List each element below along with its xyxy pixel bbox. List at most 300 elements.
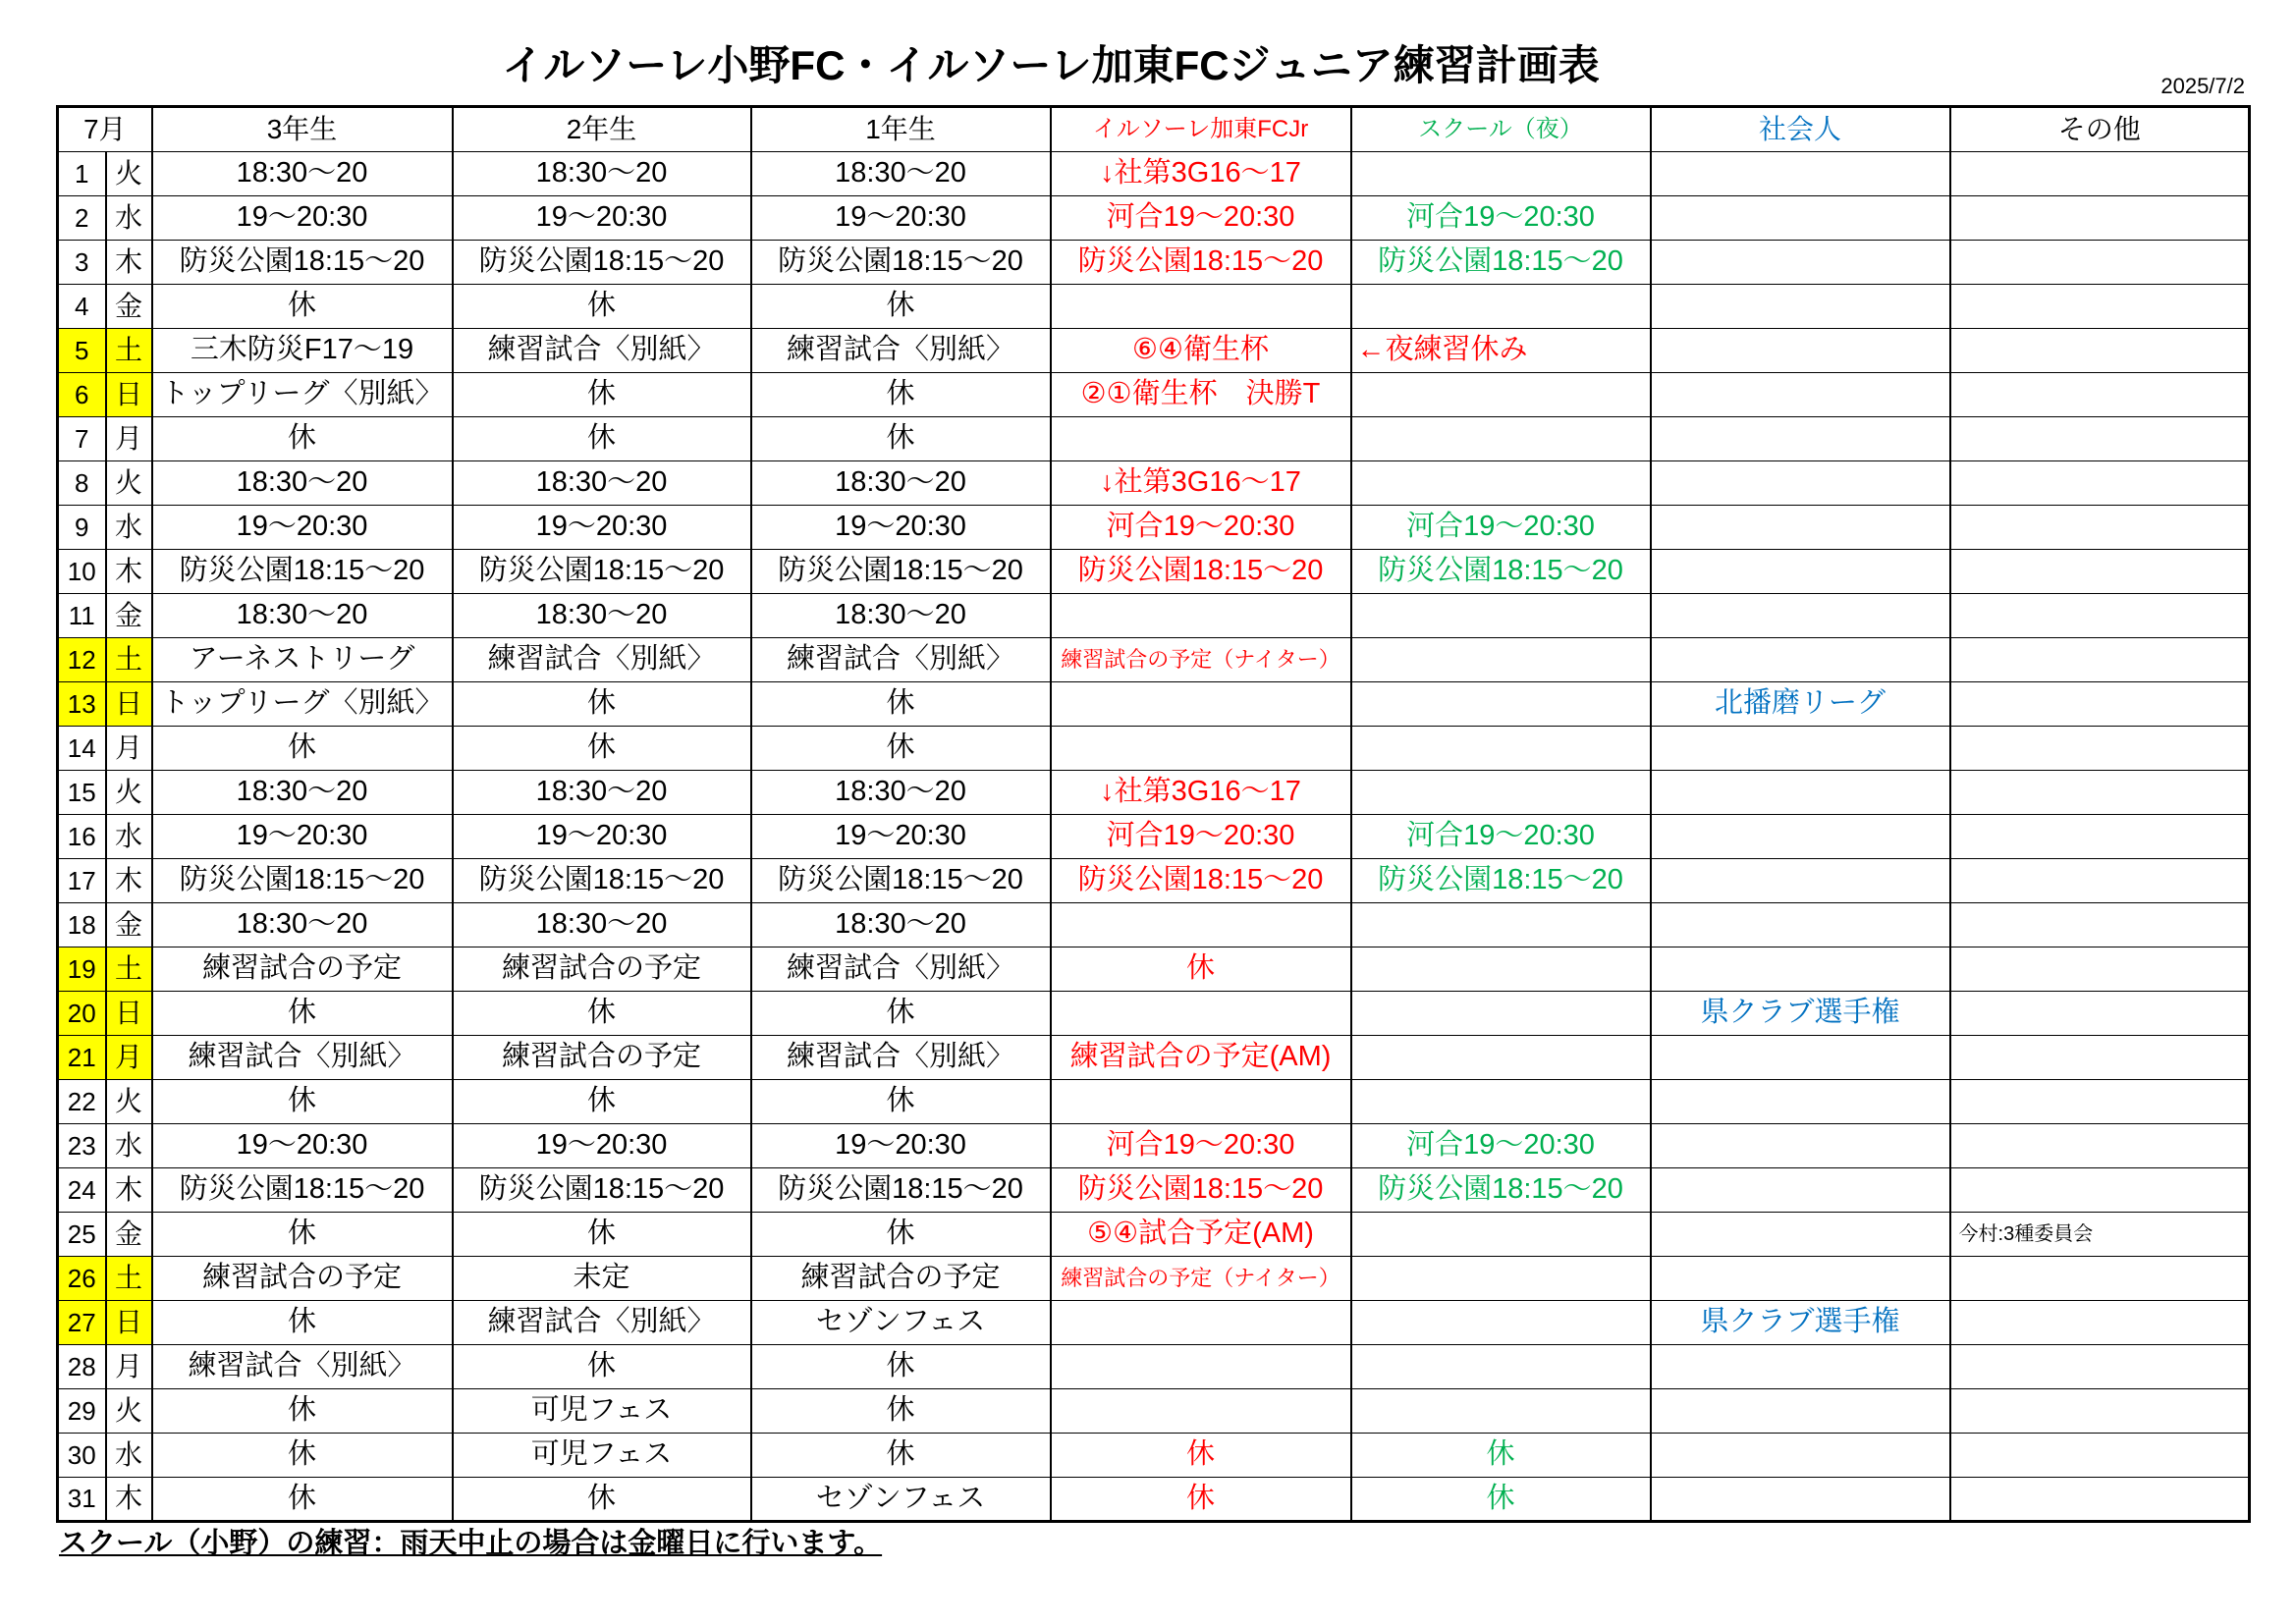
school-night-cell: 防災公園18:15～20 (1351, 550, 1651, 594)
other-cell (1950, 903, 2250, 947)
grade-3-cell: 練習試合〈別紙〉 (152, 1345, 453, 1389)
table-row (58, 947, 2250, 992)
grade-1-cell: 防災公園18:15～20 (751, 241, 1051, 285)
school-night-cell (1351, 638, 1651, 682)
grade-2-cell: 休 (453, 992, 751, 1036)
grade-3-cell: 19～20:30 (152, 196, 453, 241)
adult-cell: 県クラブ選手権 (1651, 1301, 1950, 1345)
grade-3-cell: 18:30～20 (152, 771, 453, 815)
other-cell (1950, 727, 2250, 771)
grade-3-cell: 休 (152, 1389, 453, 1434)
header-other: その他 (1950, 107, 2250, 152)
day-number-cell: 18 (58, 903, 106, 947)
grade-1-cell: 防災公園18:15～20 (751, 1168, 1051, 1213)
adult-cell (1651, 1213, 1950, 1257)
kato-fc-jr-cell: ⑤④試合予定(AM) (1051, 1213, 1351, 1257)
grade-1-cell: 18:30～20 (751, 594, 1051, 638)
grade-1-cell: 休 (751, 1080, 1051, 1124)
other-cell (1950, 682, 2250, 727)
schedule-body (58, 152, 2250, 1522)
other-cell (1950, 550, 2250, 594)
adult-cell (1651, 329, 1950, 373)
school-night-cell: 河合19～20:30 (1351, 506, 1651, 550)
grade-1-cell: 18:30～20 (751, 903, 1051, 947)
grade-1-cell: 休 (751, 417, 1051, 461)
grade-2-cell: 18:30～20 (453, 594, 751, 638)
grade-2-cell: 18:30～20 (453, 903, 751, 947)
grade-1-cell: 休 (751, 682, 1051, 727)
kato-fc-jr-cell (1051, 1080, 1351, 1124)
grade-2-cell: 休 (453, 682, 751, 727)
adult-cell (1651, 903, 1950, 947)
table-row (58, 550, 2250, 594)
weekday-cell: 水 (106, 815, 152, 859)
header-row (58, 107, 2250, 152)
day-number-cell: 6 (58, 373, 106, 417)
grade-3-cell: 18:30～20 (152, 594, 453, 638)
weekday-cell: 土 (106, 329, 152, 373)
grade-3-cell: 練習試合〈別紙〉 (152, 1036, 453, 1080)
adult-cell (1651, 594, 1950, 638)
table-row (58, 241, 2250, 285)
grade-3-cell: 休 (152, 1301, 453, 1345)
grade-2-cell: 休 (453, 1345, 751, 1389)
school-night-cell (1351, 1080, 1651, 1124)
day-number-cell: 31 (58, 1478, 106, 1522)
weekday-cell: 金 (106, 594, 152, 638)
table-row (58, 285, 2250, 329)
kato-fc-jr-cell: ↓社第3G16～17 (1051, 771, 1351, 815)
grade-1-cell: 防災公園18:15～20 (751, 859, 1051, 903)
weekday-cell: 水 (106, 1124, 152, 1168)
weekday-cell: 金 (106, 903, 152, 947)
weekday-cell: 木 (106, 1478, 152, 1522)
grade-2-cell: 18:30～20 (453, 152, 751, 196)
school-night-cell (1351, 285, 1651, 329)
table-row (58, 1345, 2250, 1389)
grade-1-cell: 18:30～20 (751, 152, 1051, 196)
other-cell (1950, 1257, 2250, 1301)
grade-2-cell: 防災公園18:15～20 (453, 550, 751, 594)
grade-3-cell: アーネストリーグ (152, 638, 453, 682)
grade-3-cell: 防災公園18:15～20 (152, 859, 453, 903)
grade-2-cell: 19～20:30 (453, 196, 751, 241)
grade-3-cell: 防災公園18:15～20 (152, 241, 453, 285)
header-grade-3: 3年生 (152, 107, 453, 152)
grade-1-cell: セゾンフェス (751, 1478, 1051, 1522)
grade-1-cell: 練習試合〈別紙〉 (751, 1036, 1051, 1080)
weekday-cell: 日 (106, 992, 152, 1036)
adult-cell (1651, 1257, 1950, 1301)
grade-1-cell: 練習試合の予定 (751, 1257, 1051, 1301)
school-night-cell: 休 (1351, 1434, 1651, 1478)
table-row (58, 638, 2250, 682)
grade-2-cell: 19～20:30 (453, 506, 751, 550)
table-row (58, 1301, 2250, 1345)
day-number-cell: 2 (58, 196, 106, 241)
issue-date: 2025/7/2 (2160, 74, 2245, 98)
other-cell (1950, 241, 2250, 285)
other-cell (1950, 1036, 2250, 1080)
day-number-cell: 20 (58, 992, 106, 1036)
school-night-cell: 休 (1351, 1478, 1651, 1522)
header-month: 7月 (58, 107, 152, 152)
weekday-cell: 水 (106, 506, 152, 550)
grade-3-cell: 19～20:30 (152, 1124, 453, 1168)
day-number-cell: 19 (58, 947, 106, 992)
adult-cell (1651, 461, 1950, 506)
grade-2-cell: 練習試合〈別紙〉 (453, 1301, 751, 1345)
grade-1-cell: 19～20:30 (751, 506, 1051, 550)
table-row (58, 771, 2250, 815)
day-number-cell: 8 (58, 461, 106, 506)
table-row (58, 682, 2250, 727)
day-number-cell: 27 (58, 1301, 106, 1345)
kato-fc-jr-cell: 防災公園18:15～20 (1051, 550, 1351, 594)
weekday-cell: 火 (106, 152, 152, 196)
kato-fc-jr-cell: 練習試合の予定（ナイター） (1051, 638, 1351, 682)
grade-1-cell: 休 (751, 285, 1051, 329)
kato-fc-jr-cell: ⑥④衛生杯 (1051, 329, 1351, 373)
grade-2-cell: 休 (453, 1478, 751, 1522)
day-number-cell: 5 (58, 329, 106, 373)
grade-3-cell: トップリーグ〈別紙〉 (152, 682, 453, 727)
day-number-cell: 26 (58, 1257, 106, 1301)
training-schedule-table (56, 105, 2251, 1523)
adult-cell (1651, 947, 1950, 992)
table-row (58, 594, 2250, 638)
grade-2-cell: 休 (453, 727, 751, 771)
day-number-cell: 30 (58, 1434, 106, 1478)
weekday-cell: 月 (106, 727, 152, 771)
grade-1-cell: 練習試合〈別紙〉 (751, 329, 1051, 373)
page-title: イルソーレ小野FC・イルソーレ加東FCジュニア練習計画表 (502, 42, 1600, 88)
grade-1-cell: 休 (751, 992, 1051, 1036)
kato-fc-jr-cell: 河合19～20:30 (1051, 196, 1351, 241)
adult-cell (1651, 241, 1950, 285)
school-night-cell (1351, 417, 1651, 461)
other-cell (1950, 815, 2250, 859)
grade-1-cell: 19～20:30 (751, 196, 1051, 241)
adult-cell (1651, 727, 1950, 771)
table-row (58, 727, 2250, 771)
table-row (58, 992, 2250, 1036)
other-cell (1950, 329, 2250, 373)
day-number-cell: 10 (58, 550, 106, 594)
adult-cell (1651, 1434, 1950, 1478)
adult-cell (1651, 1478, 1950, 1522)
table-row (58, 859, 2250, 903)
adult-cell (1651, 196, 1950, 241)
grade-2-cell: 可児フェス (453, 1389, 751, 1434)
day-number-cell: 16 (58, 815, 106, 859)
footer-note: スクール（小野）の練習：雨天中止の場合は金曜日に行います。 (59, 1528, 883, 1559)
school-night-cell: 防災公園18:15～20 (1351, 1168, 1651, 1213)
day-number-cell: 3 (58, 241, 106, 285)
other-cell (1950, 859, 2250, 903)
kato-fc-jr-cell (1051, 727, 1351, 771)
other-cell (1950, 992, 2250, 1036)
adult-cell (1651, 1345, 1950, 1389)
table-row (58, 1213, 2250, 1257)
grade-2-cell: 休 (453, 1213, 751, 1257)
day-number-cell: 13 (58, 682, 106, 727)
table-row (58, 373, 2250, 417)
other-cell (1950, 771, 2250, 815)
adult-cell: 北播磨リーグ (1651, 682, 1950, 727)
adult-cell (1651, 859, 1950, 903)
adult-cell (1651, 1080, 1950, 1124)
adult-cell (1651, 1036, 1950, 1080)
weekday-cell: 日 (106, 1301, 152, 1345)
school-night-cell (1351, 152, 1651, 196)
kato-fc-jr-cell: 練習試合の予定（ナイター） (1051, 1257, 1351, 1301)
adult-cell (1651, 152, 1950, 196)
grade-2-cell: 防災公園18:15～20 (453, 1168, 751, 1213)
other-cell (1950, 1478, 2250, 1522)
kato-fc-jr-cell (1051, 1345, 1351, 1389)
school-night-cell (1351, 903, 1651, 947)
weekday-cell: 火 (106, 461, 152, 506)
header-grade-2: 2年生 (453, 107, 751, 152)
school-night-cell (1351, 1389, 1651, 1434)
grade-1-cell: 休 (751, 1434, 1051, 1478)
grade-3-cell: 19～20:30 (152, 815, 453, 859)
other-cell (1950, 1389, 2250, 1434)
school-night-cell (1351, 1036, 1651, 1080)
weekday-cell: 月 (106, 1036, 152, 1080)
kato-fc-jr-cell: 練習試合の予定(AM) (1051, 1036, 1351, 1080)
kato-fc-jr-cell: 河合19～20:30 (1051, 506, 1351, 550)
grade-2-cell: 休 (453, 373, 751, 417)
grade-1-cell: 18:30～20 (751, 461, 1051, 506)
grade-2-cell: 防災公園18:15～20 (453, 241, 751, 285)
table-row (58, 1389, 2250, 1434)
weekday-cell: 木 (106, 550, 152, 594)
grade-2-cell: 19～20:30 (453, 815, 751, 859)
school-night-cell: 河合19～20:30 (1351, 196, 1651, 241)
table-row (58, 461, 2250, 506)
grade-2-cell: 可児フェス (453, 1434, 751, 1478)
kato-fc-jr-cell (1051, 417, 1351, 461)
grade-2-cell: 練習試合の予定 (453, 1036, 751, 1080)
school-night-cell (1351, 771, 1651, 815)
weekday-cell: 火 (106, 1080, 152, 1124)
day-number-cell: 9 (58, 506, 106, 550)
kato-fc-jr-cell: 防災公園18:15～20 (1051, 1168, 1351, 1213)
grade-1-cell: 練習試合〈別紙〉 (751, 638, 1051, 682)
day-number-cell: 15 (58, 771, 106, 815)
kato-fc-jr-cell: 休 (1051, 947, 1351, 992)
day-number-cell: 7 (58, 417, 106, 461)
grade-3-cell: 休 (152, 1434, 453, 1478)
weekday-cell: 月 (106, 417, 152, 461)
table-row (58, 1434, 2250, 1478)
grade-2-cell: 19～20:30 (453, 1124, 751, 1168)
other-cell (1950, 1345, 2250, 1389)
kato-fc-jr-cell (1051, 1301, 1351, 1345)
weekday-cell: 火 (106, 1389, 152, 1434)
day-number-cell: 4 (58, 285, 106, 329)
other-cell (1950, 285, 2250, 329)
other-cell (1950, 196, 2250, 241)
other-cell (1950, 947, 2250, 992)
other-cell: 今村:3種委員会 (1950, 1213, 2250, 1257)
weekday-cell: 土 (106, 947, 152, 992)
day-number-cell: 11 (58, 594, 106, 638)
grade-3-cell: 休 (152, 1080, 453, 1124)
grade-1-cell: 18:30～20 (751, 771, 1051, 815)
grade-3-cell: 防災公園18:15～20 (152, 1168, 453, 1213)
table-row (58, 1478, 2250, 1522)
grade-1-cell: 防災公園18:15～20 (751, 550, 1051, 594)
adult-cell (1651, 638, 1950, 682)
header-kato-fc-jr: イルソーレ加東FCJr (1051, 107, 1351, 152)
table-row (58, 1168, 2250, 1213)
kato-fc-jr-cell: ↓社第3G16～17 (1051, 152, 1351, 196)
day-number-cell: 1 (58, 152, 106, 196)
table-row (58, 1124, 2250, 1168)
adult-cell (1651, 373, 1950, 417)
adult-cell (1651, 1124, 1950, 1168)
grade-3-cell: 休 (152, 1478, 453, 1522)
school-night-cell (1351, 461, 1651, 506)
grade-1-cell: 休 (751, 727, 1051, 771)
adult-cell (1651, 771, 1950, 815)
kato-fc-jr-cell (1051, 903, 1351, 947)
other-cell (1950, 1301, 2250, 1345)
grade-3-cell: 休 (152, 727, 453, 771)
grade-3-cell: 防災公園18:15～20 (152, 550, 453, 594)
weekday-cell: 月 (106, 1345, 152, 1389)
weekday-cell: 日 (106, 682, 152, 727)
other-cell (1950, 461, 2250, 506)
school-night-cell: 河合19～20:30 (1351, 1124, 1651, 1168)
weekday-cell: 水 (106, 1434, 152, 1478)
grade-2-cell: 休 (453, 417, 751, 461)
kato-fc-jr-cell: 防災公園18:15～20 (1051, 241, 1351, 285)
other-cell (1950, 1124, 2250, 1168)
school-night-cell: ←夜練習休み (1351, 329, 1651, 373)
weekday-cell: 金 (106, 285, 152, 329)
table-row (58, 1257, 2250, 1301)
grade-1-cell: 休 (751, 373, 1051, 417)
school-night-cell (1351, 682, 1651, 727)
school-night-cell (1351, 594, 1651, 638)
grade-2-cell: 練習試合〈別紙〉 (453, 638, 751, 682)
day-number-cell: 22 (58, 1080, 106, 1124)
school-night-cell (1351, 727, 1651, 771)
header-school-night: スクール（夜） (1351, 107, 1651, 152)
grade-2-cell: 未定 (453, 1257, 751, 1301)
school-night-cell (1351, 992, 1651, 1036)
adult-cell (1651, 1389, 1950, 1434)
adult-cell (1651, 506, 1950, 550)
adult-cell (1651, 285, 1950, 329)
day-number-cell: 24 (58, 1168, 106, 1213)
weekday-cell: 木 (106, 241, 152, 285)
other-cell (1950, 594, 2250, 638)
weekday-cell: 水 (106, 196, 152, 241)
table-row (58, 506, 2250, 550)
weekday-cell: 土 (106, 1257, 152, 1301)
table-row (58, 1080, 2250, 1124)
header-adult: 社会人 (1651, 107, 1950, 152)
school-night-cell: 防災公園18:15～20 (1351, 241, 1651, 285)
adult-cell (1651, 815, 1950, 859)
kato-fc-jr-cell: 河合19～20:30 (1051, 1124, 1351, 1168)
grade-3-cell: 18:30～20 (152, 152, 453, 196)
day-number-cell: 12 (58, 638, 106, 682)
grade-1-cell: 19～20:30 (751, 815, 1051, 859)
grade-2-cell: 防災公園18:15～20 (453, 859, 751, 903)
grade-2-cell: 休 (453, 285, 751, 329)
grade-3-cell: 三木防災F17～19 (152, 329, 453, 373)
grade-2-cell: 18:30～20 (453, 461, 751, 506)
day-number-cell: 17 (58, 859, 106, 903)
weekday-cell: 日 (106, 373, 152, 417)
table-row (58, 903, 2250, 947)
day-number-cell: 14 (58, 727, 106, 771)
adult-cell (1651, 550, 1950, 594)
grade-1-cell: 休 (751, 1213, 1051, 1257)
kato-fc-jr-cell (1051, 285, 1351, 329)
school-night-cell (1351, 1257, 1651, 1301)
grade-2-cell: 練習試合の予定 (453, 947, 751, 992)
table-row (58, 152, 2250, 196)
other-cell (1950, 1080, 2250, 1124)
table-row (58, 1036, 2250, 1080)
kato-fc-jr-cell: 休 (1051, 1434, 1351, 1478)
weekday-cell: 木 (106, 859, 152, 903)
kato-fc-jr-cell: ②①衛生杯 決勝T (1051, 373, 1351, 417)
header-grade-1: 1年生 (751, 107, 1051, 152)
other-cell (1950, 1168, 2250, 1213)
adult-cell: 県クラブ選手権 (1651, 992, 1950, 1036)
grade-1-cell: 練習試合〈別紙〉 (751, 947, 1051, 992)
table-row (58, 329, 2250, 373)
kato-fc-jr-cell (1051, 594, 1351, 638)
day-number-cell: 29 (58, 1389, 106, 1434)
grade-1-cell: 19～20:30 (751, 1124, 1051, 1168)
day-number-cell: 28 (58, 1345, 106, 1389)
grade-2-cell: 練習試合〈別紙〉 (453, 329, 751, 373)
grade-3-cell: 休 (152, 992, 453, 1036)
grade-3-cell: 練習試合の予定 (152, 947, 453, 992)
grade-3-cell: 休 (152, 1213, 453, 1257)
grade-3-cell: 休 (152, 417, 453, 461)
school-night-cell (1351, 1301, 1651, 1345)
grade-3-cell: 休 (152, 285, 453, 329)
grade-2-cell: 18:30～20 (453, 771, 751, 815)
grade-3-cell: 18:30～20 (152, 461, 453, 506)
table-row (58, 196, 2250, 241)
table-row (58, 815, 2250, 859)
other-cell (1950, 373, 2250, 417)
school-night-cell (1351, 947, 1651, 992)
grade-3-cell: トップリーグ〈別紙〉 (152, 373, 453, 417)
kato-fc-jr-cell (1051, 1389, 1351, 1434)
school-night-cell (1351, 1213, 1651, 1257)
other-cell (1950, 1434, 2250, 1478)
adult-cell (1651, 1168, 1950, 1213)
school-night-cell (1351, 1345, 1651, 1389)
other-cell (1950, 638, 2250, 682)
kato-fc-jr-cell: 休 (1051, 1478, 1351, 1522)
school-night-cell: 河合19～20:30 (1351, 815, 1651, 859)
weekday-cell: 火 (106, 771, 152, 815)
kato-fc-jr-cell: 防災公園18:15～20 (1051, 859, 1351, 903)
